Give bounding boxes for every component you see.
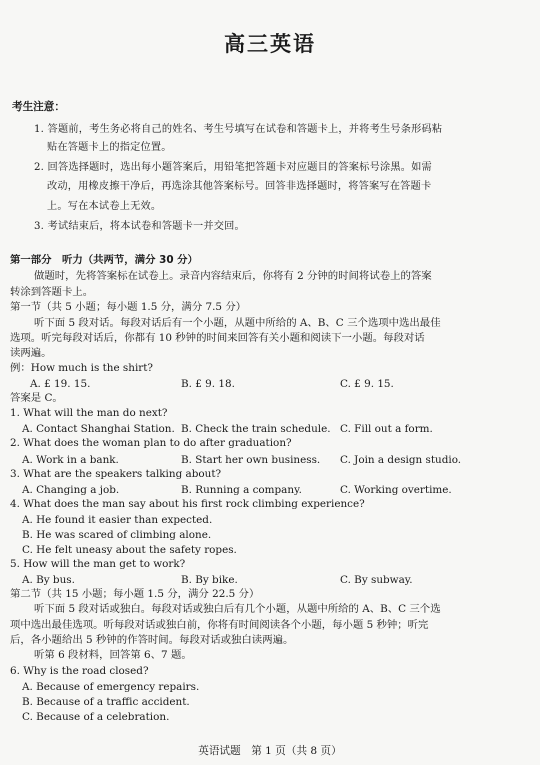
example-question: 例：How much is the shirt? — [10, 362, 153, 374]
q5-option-a: A. By bus. — [22, 574, 75, 586]
section1-heading: 第一节（共 5 小题；每小题 1.5 分，满分 7.5 分） — [10, 301, 247, 313]
q3-option-c: C. Working overtime. — [340, 484, 452, 496]
part1-instruction-2: 转涂到答题卡上。 — [10, 286, 94, 298]
notice-item-2-line-3: 上。写在本试卷上无效。 — [47, 201, 162, 212]
question-3: 3. What are the speakers talking about? — [10, 468, 222, 480]
q6-option-b: B. Because of a traffic accident. — [22, 696, 190, 708]
example-option-a: A. £ 19. 15. — [30, 378, 91, 390]
notice-item-3: 3. 考试结束后，将本试卷和答题卡一并交回。 — [34, 221, 245, 232]
notice-item-1-line-2: 贴在答题卡上的指定位置。 — [47, 142, 172, 153]
section1-instruction-1: 听下面 5 段对话。每段对话后有一个小题，从题中所给的 A、B、C 三个选项中选出最佳 — [34, 317, 441, 329]
q3-option-b: B. Running a company. — [181, 484, 302, 496]
section2-instruction-2: 项中选出最佳选项。听每段对话或独白前，你将有时间阅读各个小题，每小题 5 秒钟；听完 — [10, 619, 429, 631]
part1-instruction-1: 做题时，先将答案标在试卷上。录音内容结束后，你将有 2 分钟的时间将试卷上的答案 — [34, 270, 432, 282]
q1-option-c: C. Fill out a form. — [340, 423, 433, 435]
example-answer: 答案是 C。 — [10, 392, 63, 404]
section1-instruction-2: 选项。听完每段对话后，你都有 10 秒钟的时间来回答有关小题和阅读下一小题。每段对话 — [10, 332, 425, 344]
q4-option-c: C. He felt uneasy about the safety ropes. — [22, 544, 237, 556]
section2-heading: 第二节（共 15 小题；每小题 1.5 分，满分 22.5 分） — [10, 588, 260, 600]
q5-option-c: C. By subway. — [340, 574, 413, 586]
q5-option-b: B. By bike. — [181, 574, 238, 586]
q2-option-b: B. Start her own business. — [181, 454, 321, 466]
example-option-b: B. £ 9. 18. — [181, 378, 235, 390]
page-footer: 英语试题 第 1 页（共 8 页） — [198, 745, 342, 757]
question-2: 2. What does the woman plan to do after graduation? — [10, 437, 292, 449]
notice-item-2-line-2: 改动，用橡皮擦干净后，再选涂其他答案标号。回答非选择题时，将答案写在答题卡 — [47, 181, 432, 192]
example-option-c: C. £ 9. 15. — [340, 378, 394, 390]
part1-heading: 第一部分 听力（共两节，满分 30 分） — [10, 254, 198, 266]
question-5: 5. How will the man get to work? — [10, 558, 186, 570]
q4-option-b: B. He was scared of climbing alone. — [22, 529, 212, 541]
notice-heading: 考生注意： — [12, 101, 65, 113]
section2-instruction-3: 后，各小题给出 5 秒钟的作答时间。每段对话或独白读两遍。 — [10, 634, 294, 646]
question-4: 4. What does the man say about his first rock climbing experience? — [10, 498, 365, 510]
question-6: 6. Why is the road closed? — [10, 665, 149, 677]
notice-item-1-line-1: 1. 答题前，考生务必将自己的姓名、考生号填写在试卷和答题卡上，并将考生号条形码粘 — [34, 124, 443, 135]
question-1: 1. What will the man do next? — [10, 407, 168, 419]
q2-option-c: C. Join a design studio. — [340, 454, 462, 466]
q4-option-a: A. He found it easier than expected. — [22, 514, 213, 526]
exam-title: 高三英语 — [224, 32, 316, 56]
q1-option-a: A. Contact Shanghai Station. — [22, 423, 175, 435]
q1-option-b: B. Check the train schedule. — [181, 423, 331, 435]
q3-option-a: A. Changing a job. — [22, 484, 120, 496]
q6-option-c: C. Because of a celebration. — [22, 711, 170, 723]
notice-item-2-line-1: 2. 回答选择题时，选出每小题答案后，用铅笔把答题卡对应题目的答案标号涂黑。如需 — [34, 162, 432, 173]
section2-material: 听第 6 段材料，回答第 6、7 题。 — [34, 649, 192, 661]
section2-instruction-1: 听下面 5 段对话或独白。每段对话或独白后有几个小题，从题中所给的 A、B、C 三个选 — [34, 603, 441, 615]
q2-option-a: A. Work in a bank. — [22, 454, 119, 466]
section1-instruction-3: 读两遍。 — [10, 347, 52, 359]
q6-option-a: A. Because of emergency repairs. — [22, 681, 200, 693]
